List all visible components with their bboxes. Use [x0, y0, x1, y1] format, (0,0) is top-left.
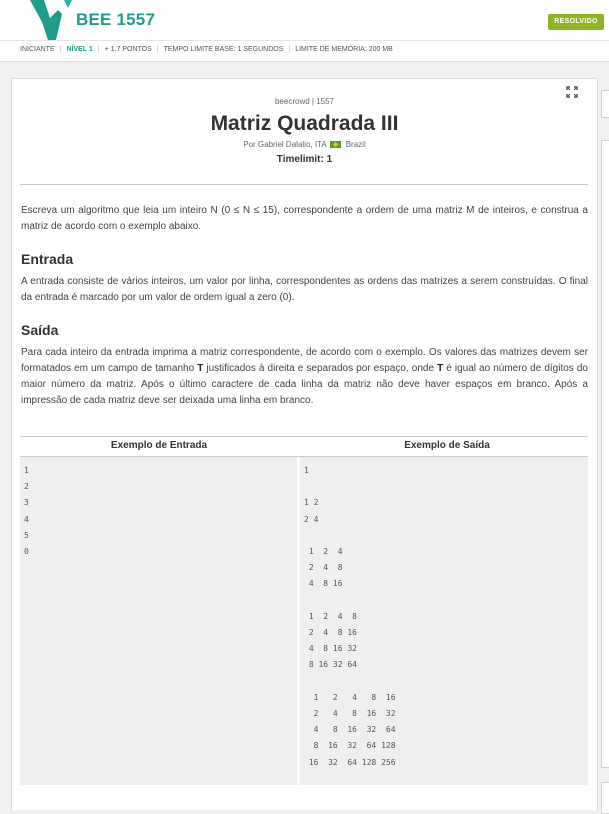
- site-header: [0, 0, 609, 41]
- problem-author: [12, 140, 597, 149]
- problem-statement: [21, 203, 588, 409]
- sample-output-cell[interactable]: [300, 457, 588, 785]
- logo-icon[interactable]: [28, 0, 74, 40]
- problem-timelimit: Timelimit: 1: [276, 154, 333, 165]
- sample-table: [20, 436, 588, 787]
- output-description: Para cada inteiro da entrada imprima a matriz correspondente, de acordo com o exemplo. Os valores das matrizes devem ser formatados em um campo de tamanho T justificados à direita e separados por espaço, onde T é igual ao número de dígitos do maior número da matriz. Após o último caractere de cada linha da matriz não deve haver espaços em branco. Após a impressão de cada matriz deve ser deixada uma linha em branco.: [21, 347, 588, 406]
- problem-card: [11, 78, 598, 810]
- meta-level: NÍVEL 1: [66, 46, 93, 53]
- sample-input-cell[interactable]: [20, 457, 297, 785]
- side-panel-editor[interactable]: [601, 140, 609, 768]
- sample-input-header: Exemplo de Entrada: [110, 440, 208, 451]
- problem-description: Escreva um algoritmo que leia um inteiro N (0 ≤ N ≤ 15), correspondente a ordem de uma matriz M de inteiros, e construa a matriz de acordo com o exemplo abaixo.: [21, 205, 588, 232]
- sample-input-text[interactable]: 1 2 3 4 5 0: [24, 466, 29, 557]
- input-heading: Entrada: [21, 251, 74, 267]
- status-badge: RESOLVIDO: [548, 14, 604, 30]
- author-country: Brazil: [345, 140, 366, 149]
- meta-time-limit: TEMPO LIMITE BASE: 1 SEGUNDOS: [163, 46, 284, 53]
- brazil-flag-icon: [330, 141, 341, 148]
- problem-code: BEE 1557: [76, 10, 156, 29]
- author-name[interactable]: Por Gabriel Dalalio, ITA: [243, 140, 327, 149]
- problem-title: Matriz Quadrada III: [210, 112, 399, 135]
- meta-points: + 1.7 PONTOS: [104, 46, 152, 53]
- divider: [20, 184, 588, 185]
- problem-meta-bar: INICIANTE | NÍVEL 1 | + 1.7 PONTOS | TEMPO LIMITE BASE: 1 SEGUNDOS | LIMITE DE MEMÓRIA: 200 MB: [0, 41, 609, 62]
- output-heading: Saída: [21, 322, 59, 338]
- sample-output-text[interactable]: 1 1 2 2 4 1 2 4 2 4 8 4 8 16 1 2 4 8 2 4 8 16 4 8 16 32 8 16 32 64 1 2 4 8 16 2 4 8 16 32 4 8 16 32 64 8 16 32 64 128 16 32 64 128 256: [304, 466, 396, 767]
- side-panel-footer: [601, 782, 609, 814]
- meta-category[interactable]: INICIANTE: [20, 46, 55, 53]
- problem-origin: beecrowd | 1557: [274, 97, 334, 106]
- sample-table-header: [20, 436, 588, 457]
- sample-output-header: Exemplo de Saída: [404, 440, 490, 451]
- input-description: A entrada consiste de vários inteiros, um valor por linha, correspondentes as ordens das matrizes a serem construídas. O final da entrada é marcado por um valor de ordem igual a zero (0).: [21, 276, 588, 303]
- side-panel-field[interactable]: [601, 90, 609, 118]
- meta-memory-limit: LIMITE DE MEMÓRIA: 200 MB: [295, 46, 393, 53]
